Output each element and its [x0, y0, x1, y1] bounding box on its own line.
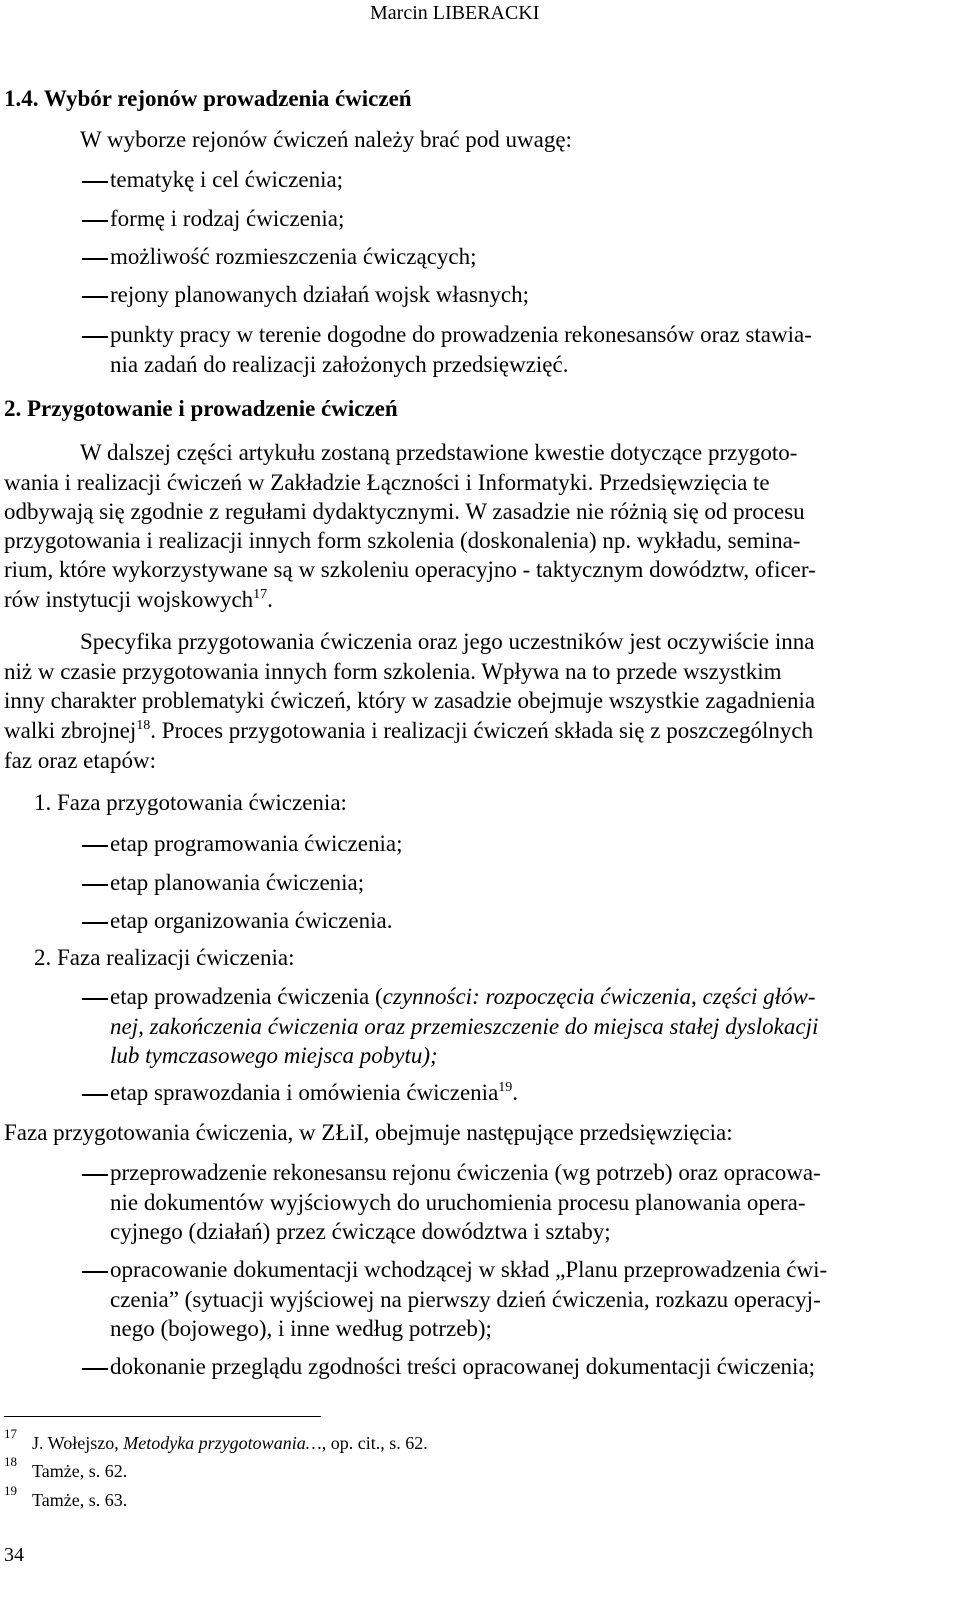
footnote-ref[interactable]: 19 [498, 1080, 513, 1095]
dash-icon [82, 1094, 108, 1096]
dash-icon [82, 884, 108, 886]
paragraph-text: rów instytucji wojskowych [4, 587, 254, 612]
paragraph-text: . [267, 587, 273, 612]
paragraph-line: rium, które wykorzystywane są w szkoleniu operacyjno - taktycznym dowództw, oficer- [4, 557, 816, 582]
list-item: tematykę i cel ćwiczenia; [110, 167, 344, 192]
list-item: etap planowania ćwiczenia; [110, 870, 365, 895]
dash-icon [82, 296, 108, 298]
list-item-continuation: cyjnego (działań) przez ćwiczące dowództwa i sztaby; [110, 1219, 611, 1244]
list-item-continuation: lub tymczasowego miejsca pobytu); [110, 1043, 438, 1068]
list-item-continuation: nia zadań do realizacji założonych przedsięwzięć. [110, 352, 569, 377]
list-item-text: . [512, 1080, 519, 1105]
list-item-continuation: czenia” (sytuacji wyjściowej na pierwszy dzień ćwiczenia, rozkazu operacyj- [110, 1287, 821, 1312]
dash-icon [82, 1368, 108, 1370]
footnote-ref[interactable]: 17 [253, 587, 268, 602]
list-item: dokonanie przeglądu zgodności treści opracowanej dokumentacji ćwiczenia; [110, 1354, 816, 1379]
paragraph-line [4, 585, 273, 615]
section-intro: W wyborze rejonów ćwiczeń należy brać pod uwagę: [80, 127, 572, 152]
footnote-separator [4, 1416, 321, 1417]
paragraph-line: Faza przygotowania ćwiczenia, w ZŁiI, obejmuje następujące przedsięwzięcia: [4, 1120, 733, 1145]
footnote-text: J. Wołejszo, [32, 1433, 124, 1453]
list-item-text: etap prowadzenia ćwiczenia ( [110, 984, 383, 1009]
footnote [32, 1431, 428, 1455]
list-item: formę i rodzaj ćwiczenia; [110, 206, 345, 231]
paragraph-line: wania i realizacji ćwiczeń w Zakładzie Łączności i Informatyki. Przedsięwzięcia te [4, 470, 770, 495]
list-item: możliwość rozmieszczenia ćwiczących; [110, 244, 477, 269]
paragraph-text: . Proces przygotowania i realizacji ćwiczeń składa się z poszczególnych [150, 718, 814, 743]
dash-icon [82, 998, 108, 1000]
list-item: punkty pracy w terenie dogodne do prowadzenia rekonesansów oraz stawia- [110, 322, 812, 347]
footnote-number: 17 [4, 1426, 17, 1441]
phase-title: 2. Faza realizacji ćwiczenia: [34, 945, 295, 970]
list-item-continuation: nego (bojowego), i inne według potrzeb); [110, 1316, 492, 1341]
dash-icon [82, 1271, 108, 1273]
dash-icon [82, 845, 108, 847]
paragraph-line [4, 716, 925, 746]
list-item-continuation: nie dokumentów wyjściowych do uruchomienia procesu planowania opera- [110, 1190, 806, 1215]
list-item: opracowanie dokumentacji wchodzącej w skład „Planu przeprowadzenia ćwi- [110, 1257, 828, 1282]
dash-icon [82, 922, 108, 924]
list-item: przeprowadzenie rekonesansu rejonu ćwiczenia (wg potrzeb) oraz opracowa- [110, 1160, 821, 1185]
paragraph-line: faz oraz etapów: [4, 748, 156, 773]
paragraph-line: W dalszej części artykułu zostaną przedstawione kwestie dotyczące przygoto- [80, 440, 798, 465]
paragraph-text: walki zbrojnej [4, 718, 137, 743]
section-heading-2: 2. Przygotowanie i prowadzenie ćwiczeń [4, 396, 398, 421]
list-item: etap programowania ćwiczenia; [110, 831, 403, 856]
dash-icon [82, 1174, 108, 1176]
footnote: Tamże, s. 62. [32, 1461, 128, 1481]
list-item-text: etap sprawozdania i omówienia ćwiczenia [110, 1080, 499, 1105]
paragraph-line: niż w czasie przygotowania innych form szkolenia. Wpływa na to przede wszystkim [4, 659, 782, 684]
list-item: rejony planowanych działań wojsk własnych; [110, 282, 529, 307]
footnote: Tamże, s. 63. [32, 1490, 128, 1510]
dash-icon [82, 181, 108, 183]
paragraph-line: Specyfika przygotowania ćwiczenia oraz jego uczestników jest oczywiście inna [80, 629, 815, 654]
running-header: Marcin LIBERACKI [370, 2, 540, 24]
paragraph-line: odbywają się zgodnie z regułami dydaktycznymi. W zasadzie nie różnią się od procesu [4, 499, 805, 524]
section-heading-1-4: 1.4. Wybór rejonów prowadzenia ćwiczeń [4, 86, 412, 111]
footnote-number: 19 [4, 1483, 17, 1498]
phase-title: 1. Faza przygotowania ćwiczenia: [34, 790, 347, 815]
list-item-continuation: nej, zakończenia ćwiczenia oraz przemieszczenie do miejsca stałej dyslokacji [110, 1014, 819, 1039]
list-item [110, 1078, 518, 1108]
footnote-ref[interactable]: 18 [136, 718, 151, 733]
list-item: etap organizowania ćwiczenia. [110, 908, 393, 933]
footnote-text: , op. cit., s. 62. [321, 1433, 428, 1453]
footnote-title: Metodyka przygotowania… [123, 1433, 322, 1453]
paragraph-line: inny charakter problematyki ćwiczeń, który w zasadzie obejmuje wszystkie zagadnienia [4, 688, 816, 713]
footnote-number: 18 [4, 1454, 17, 1469]
dash-icon [82, 220, 108, 222]
dash-icon [82, 336, 108, 338]
page-number: 34 [4, 1544, 24, 1566]
dash-icon [82, 258, 108, 260]
paragraph-line: przygotowania i realizacji innych form szkolenia (doskonalenia) np. wykładu, semina- [4, 528, 801, 553]
list-item-italic: czynności: rozpoczęcia ćwiczenia, części głów- [382, 984, 816, 1009]
list-item [110, 982, 925, 1012]
